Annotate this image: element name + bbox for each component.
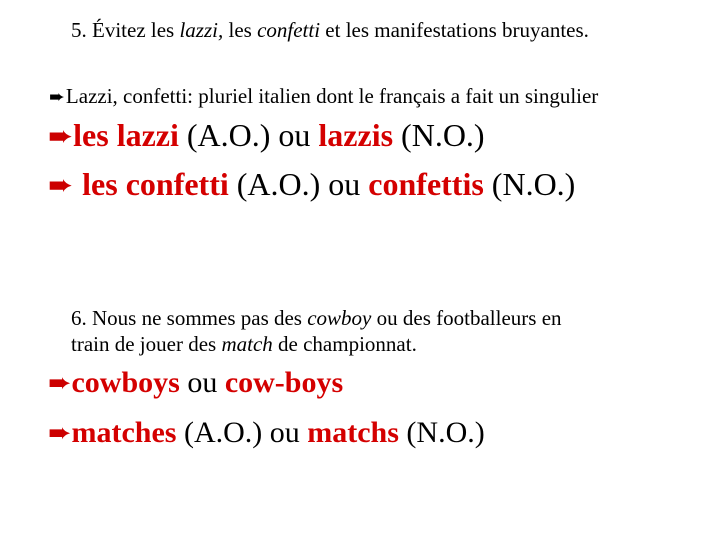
lazzi-ao-tag: (A.O.) ou [178, 117, 319, 153]
explanation-line [49, 84, 598, 109]
q5-confetti: confetti [257, 18, 321, 42]
arrow-right-icon: ➨ [49, 87, 65, 108]
q5-mid: les [223, 18, 258, 42]
question-5 [71, 18, 589, 43]
q6-line1-prefix: 6. Nous ne sommes pas des [71, 306, 308, 330]
q6-line2-prefix: train de jouer des [71, 332, 222, 356]
q5-suffix: et les manifestations bruyantes. [320, 18, 589, 42]
question-6-line-2 [71, 332, 417, 357]
q6-cowboy: cowboy [307, 306, 372, 330]
confetti-answer [48, 166, 575, 203]
confetti-no-word: confettis [368, 166, 484, 202]
confetti-ao-tag: (A.O.) ou [228, 166, 369, 202]
lazzi-ao-word: les lazzi [73, 117, 179, 153]
lazzi-no-tag: (N.O.) [393, 117, 485, 153]
question-6-line-1 [71, 306, 562, 331]
cowboys-word-2: cow-boys [224, 366, 344, 399]
matches-answer [48, 416, 485, 450]
confetti-ao-word: les confetti [82, 166, 229, 202]
q6-line2-suffix: de championnat. [272, 332, 417, 356]
matches-no-tag: (N.O.) [398, 416, 485, 449]
lazzi-answer [48, 117, 485, 154]
matches-ao-tag: (A.O.) ou [176, 416, 308, 449]
q6-line1-suffix: ou des footballeurs en [371, 306, 562, 330]
q5-lazzi: lazzi, [179, 18, 224, 42]
q6-match: match [221, 332, 273, 356]
lazzi-no-word: lazzis [318, 117, 394, 153]
arrow-right-icon: ➨ [48, 169, 74, 202]
cowboys-word-1: cowboys [71, 366, 180, 399]
q5-prefix: 5. Évitez les [71, 18, 180, 42]
explanation-text: Lazzi, confetti: pluriel italien dont le français a fait un singulier [65, 84, 599, 108]
arrow-right-icon: ➨ [48, 120, 74, 153]
matches-no-word: matchs [307, 416, 399, 449]
confetti-no-tag: (N.O.) [483, 166, 576, 202]
arrow-right-icon: ➨ [48, 368, 72, 399]
cowboys-answer [48, 366, 343, 400]
matches-ao-word: matches [71, 416, 177, 449]
arrow-right-icon: ➨ [48, 418, 72, 449]
cowboys-mid: ou [179, 366, 225, 399]
